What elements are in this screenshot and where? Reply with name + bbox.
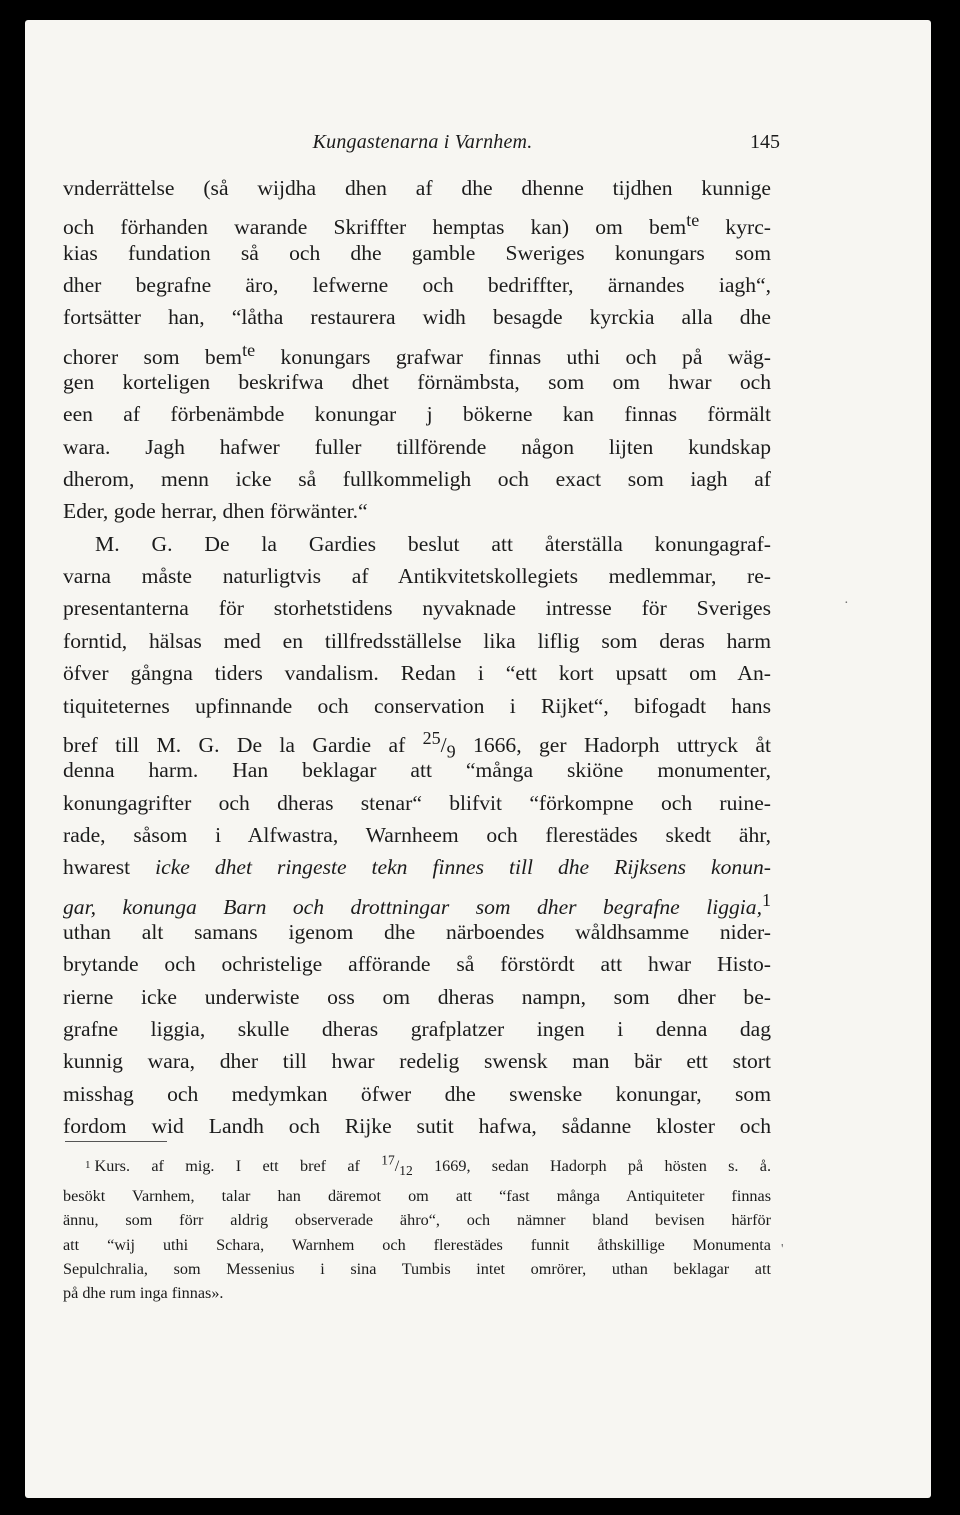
text-line: gar, konunga Barn och drottningar som dher begrafne liggia,$^1$ bbox=[63, 889, 771, 919]
text-line: dherom, menn icke så fullkommeligh och exact som iagh af bbox=[63, 467, 771, 492]
text-line: rade, såsom i Alfwastra, Warnheem och flerestädes skedt ähr, bbox=[63, 822, 771, 847]
text-line: presentanterna för storhetstidens nyvaknade intresse för Sveriges bbox=[63, 596, 771, 621]
text-line: och förhanden warande Skriffter hemptas kan) om bem$^{te}$ kyrc- bbox=[63, 210, 771, 240]
text-line: dher begrafne äro, lefwerne och bedriffter, ärnandes iagh“, bbox=[63, 273, 771, 298]
book-page bbox=[25, 20, 931, 1498]
text-line: konungagrifter och dheras stenar“ blifvit “förkompne och ruine- bbox=[63, 790, 771, 815]
text-line: Eder, gode herrar, dhen förwänter.“ bbox=[63, 499, 368, 524]
text-line: varna måste naturligtvis af Antikvitetskollegiets medlemmar, re- bbox=[63, 564, 771, 589]
text-line: vnderrättelse (så wijdha dhen af dhe dhenne tijdhen kunnige bbox=[63, 176, 771, 200]
text-line: öfver gångna tiders vandalism. Redan i “ett kort upsatt om An- bbox=[63, 661, 771, 686]
footnote-line: på dhe rum inga finnas». bbox=[63, 1284, 224, 1303]
text-line: misshag och medymkan öfwer dhe swenske konungar, som bbox=[63, 1081, 771, 1106]
footnote-line bbox=[63, 1149, 771, 1184]
footnote-line: Sepulchralia, som Messenius i sina Tumbis intet omrörer, uthan beklagar att bbox=[63, 1259, 771, 1278]
text-line: uthan alt samans igenom dhe närboendes wåldhsamme nider- bbox=[63, 919, 771, 944]
page-header bbox=[65, 131, 780, 161]
footnotes bbox=[63, 1149, 771, 1305]
text-line: wara. Jagh hafwer fuller tillförende någon lijten kundskap bbox=[63, 434, 771, 459]
text-line: grafne liggia, skulle dheras grafplatzer ingen i denna dag bbox=[63, 1016, 771, 1041]
text-line: forntid, hälsas med en tillfredsställelse lika liflig som deras harm bbox=[63, 628, 771, 653]
page-number: 145 bbox=[750, 131, 780, 153]
margin-speck: · bbox=[844, 596, 849, 611]
text-line: een af förbenämbde konungar j bökerne kan finnas förmält bbox=[63, 402, 771, 427]
text-line: fortsätter han, “låtha restaurera widh besagde kyrckia alla dhe bbox=[63, 305, 771, 330]
footnote-line: att “wij uthi Schara, Warnhem och flerestädes funnit åthskillige Monumenta bbox=[63, 1235, 771, 1254]
text-line: brytande och ochristelige afförande så förstördt att hwar Histo- bbox=[63, 952, 771, 977]
text-line: tiquiteternes upfinnande och conservation i Rijket“, bifogadt hans bbox=[63, 693, 771, 718]
text-line: chorer som bem$^{te}$ konungars grafwar finnas uthi och på wäg- bbox=[63, 339, 771, 369]
text-line: M. G. De la Gardies beslut att återställa konungagraf- bbox=[95, 531, 771, 556]
body-text bbox=[63, 172, 771, 1142]
footnote-text: Kurs. af mig. I ett bref af $^{17}/_{12}$ 1669, sedan Hadorph på hösten s. å. bbox=[94, 1153, 771, 1179]
text-line: kias fundation så och dhe gamble Sweriges konungars som bbox=[63, 240, 771, 265]
running-title: Kungastenarna i Varnhem. bbox=[312, 131, 533, 153]
text-line: kunnig wara, dher till hwar redelig swensk man bär ett stort bbox=[63, 1049, 771, 1074]
text-line: bref till M. G. De la Gardie af $^{25}/_9$ 1666, ger Hadorph uttryck åt bbox=[63, 727, 771, 762]
footnote-marker: 1 bbox=[85, 1159, 91, 1172]
footnote-rule bbox=[65, 1141, 167, 1142]
text-line: rierne icke underwiste oss om dheras nampn, som dher be- bbox=[63, 984, 771, 1009]
text-line: hwarest icke dhet ringeste tekn finnes till dhe Rijksens konun- bbox=[63, 855, 771, 880]
footnote-line: besökt Varnhem, talar han däremot om att “fast många Antiquiteter finnas bbox=[63, 1186, 771, 1205]
text-line: gen korteligen beskrifwa dhet förnämbsta, som om hwar och bbox=[63, 370, 771, 395]
text-line: fordom wid Landh och Rijke sutit hafwa, sådanne kloster och bbox=[63, 1113, 771, 1138]
margin-speck: ' bbox=[781, 1242, 784, 1257]
text-line: denna harm. Han beklagar att “många skiöne monumenter, bbox=[63, 758, 771, 783]
footnote-line: ännu, som förr aldrig observerade ähro“, och nämner bland bevisen härför bbox=[63, 1211, 771, 1230]
